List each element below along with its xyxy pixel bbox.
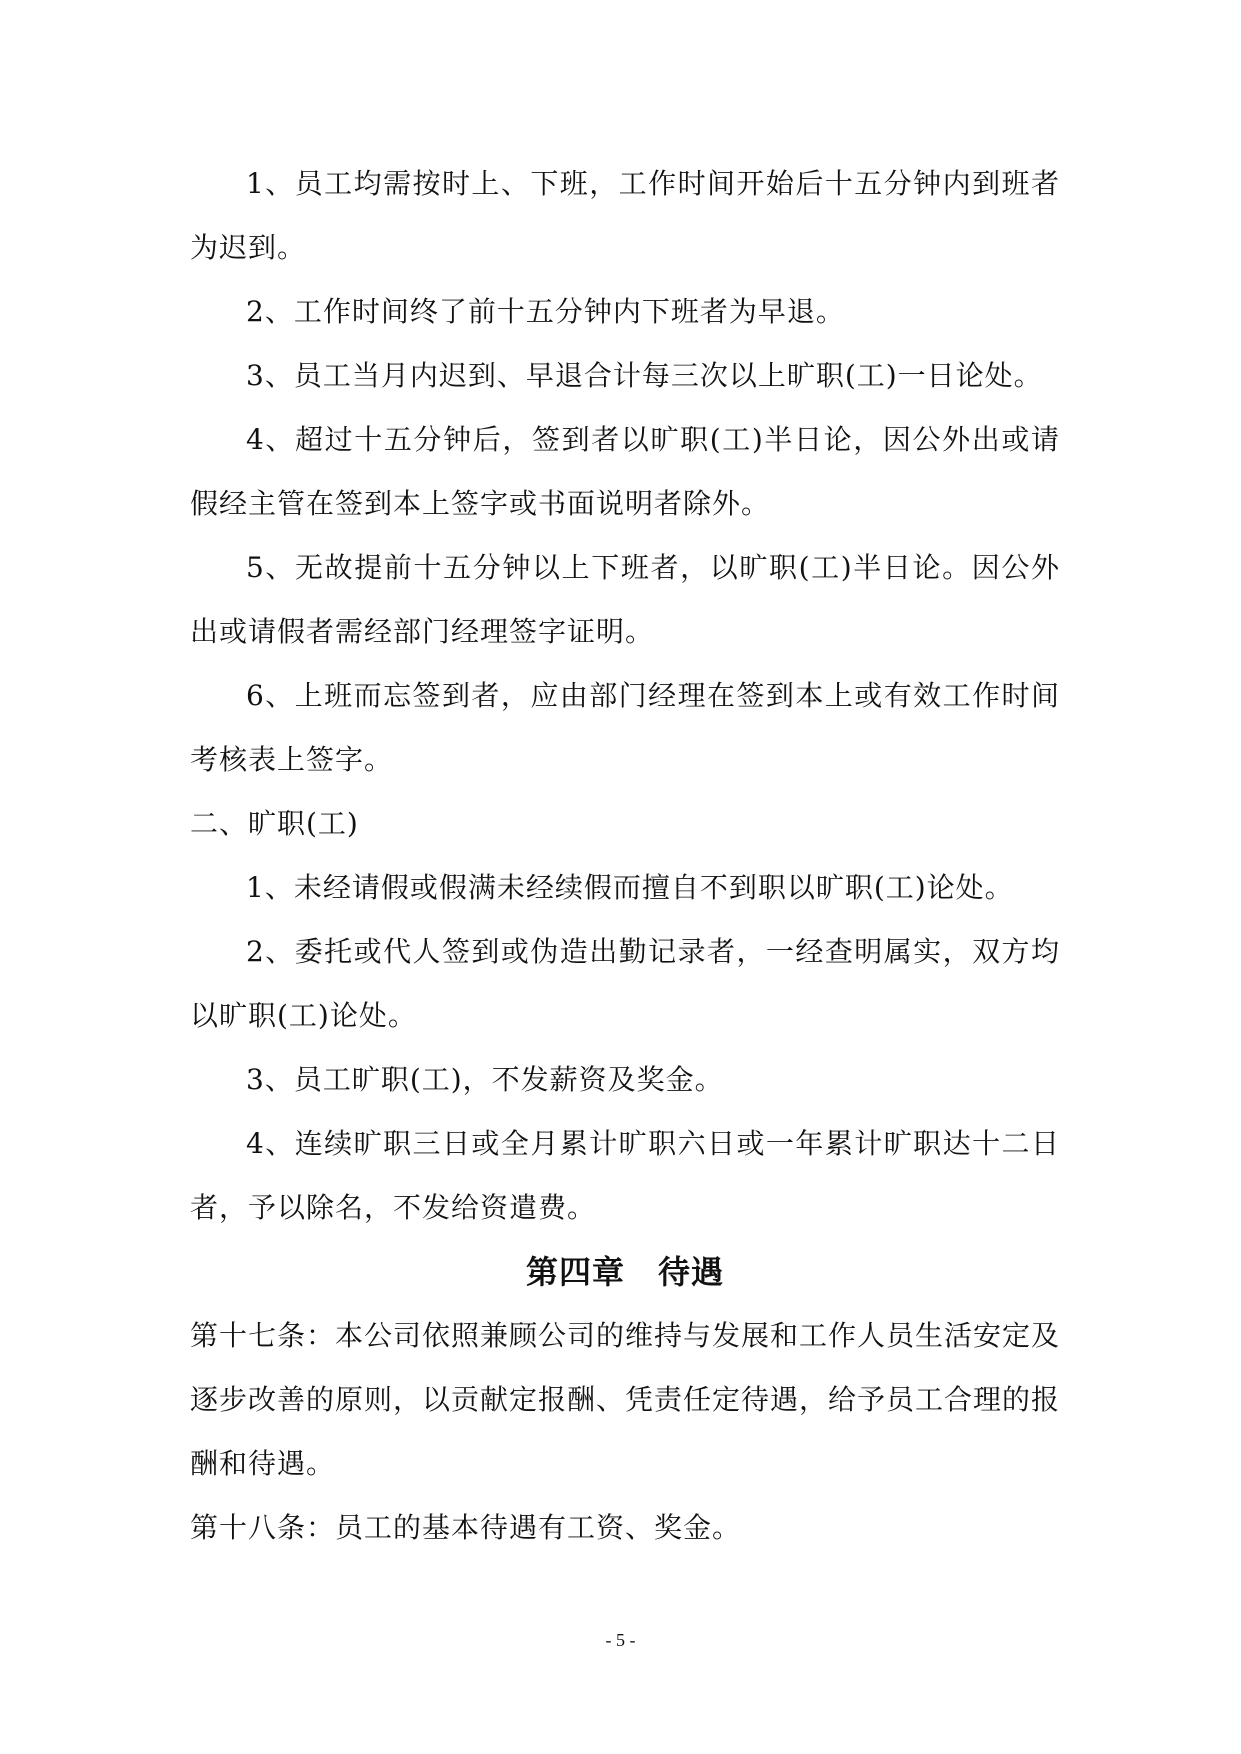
chapter-heading: 第四章 待遇: [525, 1253, 724, 1291]
page-number: - 5 -: [605, 1630, 636, 1650]
paragraph-forgot-sign-in: 6、上班而忘签到者，应由部门经理在签到本上或有效工作时间考核表上签字。: [190, 679, 1060, 776]
paragraph-early-leave: 2、工作时间终了前十五分钟内下班者为早退。: [246, 295, 845, 328]
paragraph-absence-unauthorized: 1、未经请假或假满未经续假而擅自不到职以旷职(工)论处。: [246, 871, 1014, 904]
paragraph-over-fifteen-minutes: 4、超过十五分钟后，签到者以旷职(工)半日论，因公外出或请假经主管在签到本上签字或书面说明者除外。: [190, 423, 1060, 520]
paragraph-leave-early-no-reason: 5、无故提前十五分钟以上下班者，以旷职(工)半日论。因公外出或请假者需经部门经理签字证明。: [190, 551, 1060, 648]
article-seventeen: 第十七条：本公司依照兼顾公司的维持与发展和工作人员生活安定及逐步改善的原则，以贡献定报酬、凭责任定待遇，给予员工合理的报酬和待遇。: [190, 1319, 1061, 1480]
paragraph-monthly-count: 3、员工当月内迟到、早退合计每三次以上旷职(工)一日论处。: [246, 359, 1043, 392]
article-eighteen: 第十八条：员工的基本待遇有工资、奖金。: [190, 1511, 742, 1544]
paragraph-late-arrival: 1、员工均需按时上、下班，工作时间开始后十五分钟内到班者为迟到。: [190, 167, 1060, 264]
paragraph-proxy-sign-in: 2、委托或代人签到或伪造出勤记录者，一经查明属实，双方均以旷职(工)论处。: [190, 935, 1060, 1032]
document-page: [190, 152, 1060, 1560]
paragraph-no-pay: 3、员工旷职(工)，不发薪资及奖金。: [246, 1063, 724, 1096]
paragraph-dismissal: 4、连续旷职三日或全月累计旷职六日或一年累计旷职达十二日者，予以除名，不发给资遣费。: [190, 1127, 1060, 1224]
section-absence-heading: 二、旷职(工): [190, 807, 359, 840]
